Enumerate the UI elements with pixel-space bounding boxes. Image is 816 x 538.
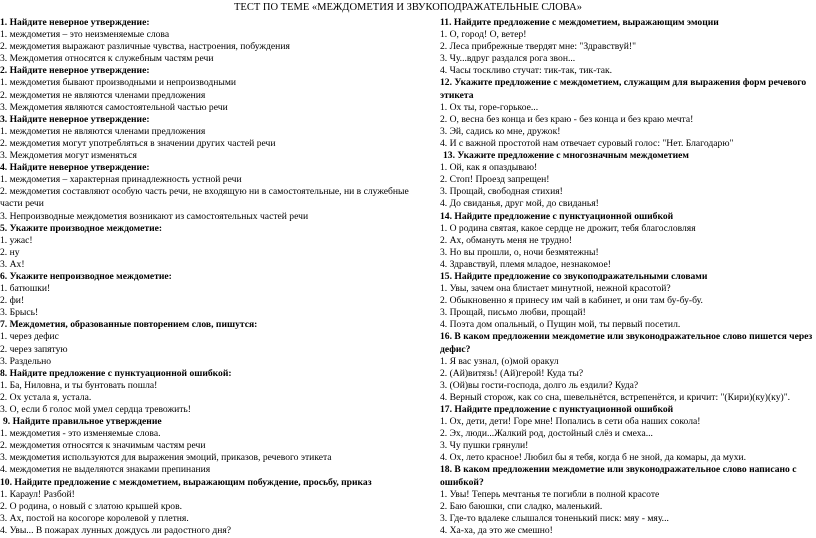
answer-option: 4. Ха-ха, да это же смешно! xyxy=(440,524,553,536)
question-heading: 13. Укажите предложение с многозначным междометием xyxy=(443,150,689,162)
question-block xyxy=(0,65,422,113)
answer-option: 1. через дефис xyxy=(0,331,59,343)
answer-option: 3. (Ой)вы гости-господа, долго ль ездили? Куда? xyxy=(440,379,639,391)
question-heading: 9. Найдите правильное утверждение xyxy=(3,416,162,428)
right-column xyxy=(440,17,816,537)
question-block xyxy=(0,368,422,416)
answer-option: 2. Ах, обмануть меня не трудно! xyxy=(440,234,573,246)
answer-option: 1. Я вас узнал, (о)мой оракул xyxy=(440,355,559,367)
answer-option: 2. ну xyxy=(0,246,20,258)
question-heading: 14. Найдите предложение с пунктуационной ошибкой xyxy=(440,210,674,222)
question-block xyxy=(440,331,816,404)
question-block xyxy=(0,416,422,476)
answer-option: 4. Часы тоскливо стучат: тик-так, тик-так. xyxy=(440,65,613,77)
question-heading: 3. Найдите неверное утверждение: xyxy=(0,113,150,125)
answer-option: 1. Ба, Ниловна, и ты бунтовать пошла! xyxy=(0,379,158,391)
answer-option: 3. Брысь! xyxy=(0,307,39,319)
question-block xyxy=(0,271,422,319)
answer-option: 3. Ах, постой на косогоре королевой у плетня. xyxy=(0,512,189,524)
answer-option: 1. Ой, как я опаздываю! xyxy=(440,162,538,174)
answer-option: 3. Прощай, письмо любви, прощай! xyxy=(440,307,586,319)
left-column xyxy=(0,17,422,537)
question-block xyxy=(440,211,816,271)
question-block xyxy=(440,77,816,150)
question-block xyxy=(440,464,816,537)
page-title: ТЕСТ ПО ТЕМЕ «МЕЖДОМЕТИЯ И ЗВУКОПОДРАЖАТЕЛЬНЫЕ СЛОВА» xyxy=(234,2,582,13)
answer-option: 1. междометия – характерная принадлежность устной речи xyxy=(0,174,242,186)
question-heading: 15. Найдите предложение со звукоподражательными словами xyxy=(440,270,708,282)
answer-option: 4. Здравствуй, племя младое, незнакомое! xyxy=(440,258,611,270)
question-block xyxy=(0,223,422,271)
answer-option: 2. Стоп! Проезд запрещен! xyxy=(440,174,550,186)
answer-option: 1. Караул! Разбой! xyxy=(0,488,75,500)
answer-option: 1. междометия – это неизменяемые слова xyxy=(0,29,170,41)
answer-option: 3. Но вы прошли, о, ночи безмятежны! xyxy=(440,246,599,258)
answer-option: 1. междометия бывают производными и непроизводными xyxy=(0,77,237,89)
answer-option: 1. Ох, дети, дети! Горе мне! Попались в сети оба наших сокола! xyxy=(440,416,701,428)
question-heading: 6. Укажите непроизводное междометие: xyxy=(0,270,172,282)
question-heading: 5. Укажите производное междометие: xyxy=(0,222,163,234)
answer-option: 3. Прощай, свободная стихия! xyxy=(440,186,563,198)
question-block xyxy=(0,319,422,367)
question-heading: 11. Найдите предложение с междометием, выражающим эмоции xyxy=(440,17,719,28)
answer-option: 2. Эх, люди...Жалкий род, достойный слёз и смеха... xyxy=(440,428,653,440)
question-heading: 2. Найдите неверное утверждение: xyxy=(0,65,150,77)
answer-option: 1. Увы! Теперь мечтанья те погибли в полной красоте xyxy=(440,488,660,500)
question-block xyxy=(0,162,422,222)
answer-option: 2. (Ай)витязь! (Ай)герой! Куда ты? xyxy=(440,367,584,379)
question-heading: 4. Найдите неверное утверждение: xyxy=(0,162,150,174)
answer-option: 1. О, город! О, ветер! xyxy=(440,29,527,41)
question-heading: 7. Междометия, образованные повторением слов, пишутся: xyxy=(0,319,258,331)
answer-option: 1. междометия - это изменяемые слова. xyxy=(0,428,161,440)
question-heading: 1. Найдите неверное утверждение: xyxy=(0,17,150,28)
question-heading: 18. В каком предложении междометие или звуконодражательное слово написано с ошибкой? xyxy=(440,464,797,488)
question-block xyxy=(440,404,816,464)
answer-option: 1. О родина святая, какое сердце не дрожит, тебя благословляя xyxy=(440,222,696,234)
answer-option: 2. фи! xyxy=(0,295,25,307)
question-block xyxy=(0,114,422,162)
answer-option: 1. Ох ты, горе-горькое... xyxy=(440,101,539,113)
answer-option: 4. Верный сторож, как со сна, шевельнётся, встрепенётся, и кричит: "(Кири)(ку)(ку)". xyxy=(440,391,791,403)
answer-option: 2. междометия составляют особую часть речи, не входящую ни в самостоятельные, ни в служебные части речи xyxy=(0,186,409,210)
question-block xyxy=(0,17,422,65)
question-heading: 10. Найдите предложение с междометием, выражающим побуждение, просьбу, приказ xyxy=(0,476,372,488)
answer-option: 3. Где-то вдалеке слышался тоненький писк: мяу - мяу... xyxy=(440,512,669,524)
question-heading: 16. В каком предложении междометие или звуконодражательное слово пишется через дефис? xyxy=(440,331,813,355)
answer-option: 2. через запятую xyxy=(0,343,68,355)
answer-option: 1. Увы, зачем она блистает минутной, нежной красотой? xyxy=(440,283,671,295)
question-block xyxy=(440,271,816,331)
question-heading: 8. Найдите предложение с пунктуационной ошибкой: xyxy=(0,367,232,379)
answer-option: 1. батюшки! xyxy=(0,283,51,295)
answer-option: 2. Обыкновенно я принесу им чай в кабинет, и они там бу-бу-бу. xyxy=(440,295,703,307)
answer-option: 3. О, если б голос мой умел сердца тревожить! xyxy=(0,404,191,415)
answer-option: 3. Чу...вдруг раздался рога звон... xyxy=(440,53,576,65)
answer-option: 4. Увы... В пожарах лунных дождусь ли радостного дня? xyxy=(0,524,232,536)
answer-option: 3. Междометия могут изменяться xyxy=(0,150,137,162)
answer-option: 2. Ох устала я, устала. xyxy=(0,391,92,403)
answer-option: 3. Чу пушки грянули! xyxy=(440,440,529,452)
answer-option: 2. О, весна без конца и без краю - без конца и без краю мечта! xyxy=(440,113,694,125)
answer-option: 2. междометия не являются членами предложения xyxy=(0,89,206,101)
answer-option: 3. междометия используются для выражения эмоций, приказов, речевого этикета xyxy=(0,452,332,464)
question-heading: 17. Найдите предложение с пунктуационной ошибкой xyxy=(440,404,674,415)
answer-option: 2. О родина, о новый с златою крышей кров. xyxy=(0,500,183,512)
answer-option: 3. Междометия являются самостоятельной частью речи xyxy=(0,101,228,113)
answer-option: 2. междометия выражают различные чувства, настроения, побуждения xyxy=(0,41,290,53)
question-block xyxy=(440,150,816,210)
answer-option: 1. ужас! xyxy=(0,234,33,246)
answer-option: 3. Междометия относятся к служебным частям речи xyxy=(0,53,214,65)
answer-option: 1. междометия не являются членами предложения xyxy=(0,125,206,137)
question-block xyxy=(440,17,816,77)
answer-option: 4. междометия не выделяются знаками препинания xyxy=(0,464,211,476)
answer-option: 4. Ох, лето красное! Любил бы я тебя, когда б не зной, да комары, да мухи. xyxy=(440,452,747,464)
answer-option: 2. Леса прибрежные твердят мне: "Здравствуй!" xyxy=(440,41,637,53)
question-heading: 12. Укажите предложение с междометием, служащим для выражения форм речевого этикета xyxy=(440,77,807,101)
answer-option: 4. И с важной простотой нам отвечает суровый голос: "Нет. Благодарю" xyxy=(440,137,734,149)
answer-option: 4. Поэта дом опальный, о Пущин мой, ты первый посетил. xyxy=(440,319,681,331)
answer-option: 2. междометия могут употребляться в значении других частей речи xyxy=(0,137,276,149)
answer-option: 3. Ах! xyxy=(0,258,25,270)
answer-option: 3. Непроизводные междометия возникают из самостоятельных частей речи xyxy=(0,210,309,222)
answer-option: 3. Эй, садись ко мне, дружок! xyxy=(440,125,561,137)
answer-option: 4. До свиданья, друг мой, до свиданья! xyxy=(440,198,599,210)
question-block xyxy=(0,477,422,537)
answer-option: 2. междометия относятся к значимым частям речи xyxy=(0,440,206,452)
answer-option: 3. Раздельно xyxy=(0,355,52,367)
answer-option: 2. Баю баюшки, спи сладко, маленький. xyxy=(440,500,603,512)
